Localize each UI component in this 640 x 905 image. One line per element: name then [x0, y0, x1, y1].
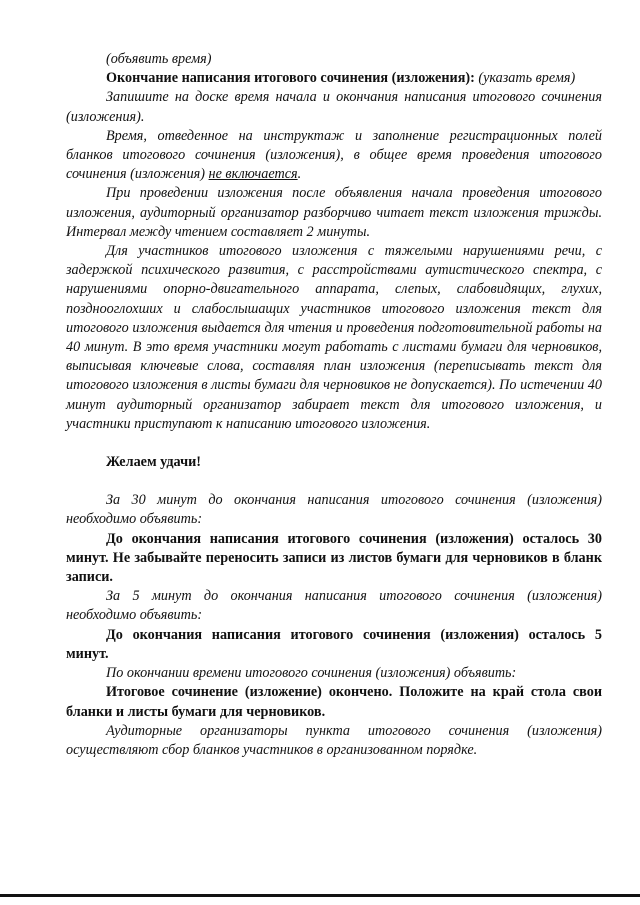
time-allotment-text: Время, отведенное на инструктаж и заполнение регистрационных полей бланков итогового сочинения (изложения), в общее время проведения итогового сочинения (изложения)	[66, 127, 602, 183]
time-allotment-paragraph	[66, 127, 602, 185]
end-time-line	[66, 69, 602, 88]
good-luck-heading: Желаем удачи!	[106, 454, 201, 471]
end-time-hint: (указать время)	[478, 70, 576, 87]
not-included-text: не включается	[208, 166, 298, 183]
board-instruction: Запишите на доске время начала и окончания написания итогового сочинения (изложения).	[66, 89, 602, 125]
five-minutes-note: За 5 минут до окончания написания итогового сочинения (изложения) необходимо объявить:	[66, 588, 602, 624]
thirty-minutes-announcement: До окончания написания итогового сочинения (изложения) осталось 30 минут. Не забывайте переносить записи из листов бумаги для черновиков в бланк записи.	[66, 530, 602, 586]
end-announcement: Итоговое сочинение (изложение) окончено. Положите на край стола свои бланки и листы бумаги для черновиков.	[66, 684, 602, 720]
announce-time-note: (объявить время)	[106, 51, 212, 67]
time-allotment-end: .	[297, 166, 302, 183]
document-page	[66, 50, 602, 760]
special-needs-paragraph: Для участников итогового изложения с тяжелыми нарушениями речи, с задержкой психического развития, с расстройствами аутистического спектра, с нарушениями опорно-двигательного аппарата, слепых, слабовидящих, глухих, позднооглохших и слабослышащих участников итогового изложения текст для итогового изложения выдается для чтения и проведения подготовительной работы на 40 минут. В это время участники могут работать с листами бумаги для черновиков, выписывая ключевые слова, составляя план изложения (переписывать текст для итогового изложения в листы бумаги для черновиков не допускается). По истечении 40 минут аудиторный организатор забирает текст для итогового изложения, и участники приступают к написанию итогового изложения.	[66, 243, 602, 432]
collection-paragraph: Аудиторные организаторы пункта итогового сочинения (изложения) осуществляют сбор бланков участников в организованном порядке.	[66, 722, 602, 758]
end-of-time-note: По окончании времени итогового сочинения (изложения) объявить:	[106, 665, 517, 682]
thirty-minutes-note: За 30 минут до окончания написания итогового сочинения (изложения) необходимо объявить:	[66, 492, 602, 528]
five-minutes-announcement: До окончания написания итогового сочинения (изложения) осталось 5 минут.	[66, 626, 602, 662]
dictation-paragraph: При проведении изложения после объявления начала проведения итогового изложения, аудиторный организатор разборчиво читает текст изложения трижды. Интервал между чтением составляет 2 минуты.	[66, 185, 602, 240]
scan-edge-line	[0, 894, 640, 897]
end-time-label: Окончание написания итогового сочинения (изложения):	[106, 70, 475, 87]
